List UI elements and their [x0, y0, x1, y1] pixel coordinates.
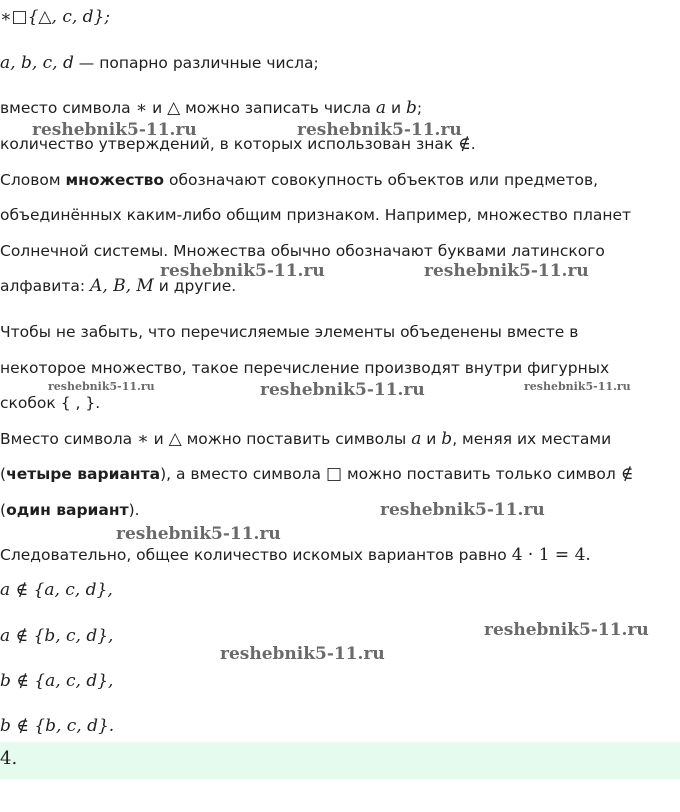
variant-2: a ∉ {b, c, d},: [0, 626, 114, 646]
watermark: reshebnik5-11.ru: [297, 120, 462, 140]
answer-value: 4.: [0, 748, 18, 769]
watermark: reshebnik5-11.ru: [260, 380, 425, 400]
watermark: reshebnik5-11.ru: [380, 500, 545, 520]
condition-line-2: a, b, c, d — попарно различные числа;: [0, 53, 319, 73]
watermark: reshebnik5-11.ru: [484, 620, 649, 640]
condition-line-4: количество утверждений, в которых использован знак ∉.: [0, 134, 476, 154]
theory-line-3: Солнечной системы. Множества обычно обозначают буквами латинского: [0, 242, 605, 260]
watermark: reshebnik5-11.ru: [424, 261, 589, 281]
watermark: reshebnik5-11.ru: [48, 380, 155, 393]
theory-line-1: Словом множество обозначают совокупность объектов или предметов,: [0, 171, 599, 189]
watermark: reshebnik5-11.ru: [116, 524, 281, 544]
theory-line-4: алфавита: A, B, M и другие.: [0, 276, 237, 296]
theory-line-7: скобок { , }.: [0, 394, 101, 412]
condition-line-1: ∗□{△, c, d};: [0, 7, 111, 27]
solution-conclusion: Следовательно, общее количество искомых вариантов равно 4 · 1 = 4.: [0, 545, 591, 565]
solution-line-1: Вместо символа ∗ и △ можно поставить символы a и b, меняя их местами: [0, 429, 612, 449]
watermark: reshebnik5-11.ru: [524, 380, 631, 393]
variant-4: b ∉ {b, c, d}.: [0, 716, 115, 736]
watermark: reshebnik5-11.ru: [220, 644, 385, 664]
theory-line-5: Чтобы не забыть, что перечисляемые элементы объеденены вместе в: [0, 323, 579, 341]
theory-line-6: некоторое множество, такое перечисление производят внутри фигурных: [0, 359, 610, 377]
watermark: reshebnik5-11.ru: [160, 261, 325, 281]
theory-line-2: объединённых каким-либо общим признаком. Например, множество планет: [0, 206, 632, 224]
watermark: reshebnik5-11.ru: [32, 120, 197, 140]
condition-line-3: вместо символа ∗ и △ можно записать числа a и b;: [0, 98, 423, 118]
answer-box: [0, 742, 680, 779]
solution-line-3: (один вариант).: [0, 501, 140, 519]
variant-3: b ∉ {a, c, d},: [0, 671, 114, 691]
solution-line-2: (четыре варианта), а вместо символа □ можно поставить только символ ∉: [0, 464, 634, 484]
variant-1: a ∉ {a, c, d},: [0, 580, 113, 600]
